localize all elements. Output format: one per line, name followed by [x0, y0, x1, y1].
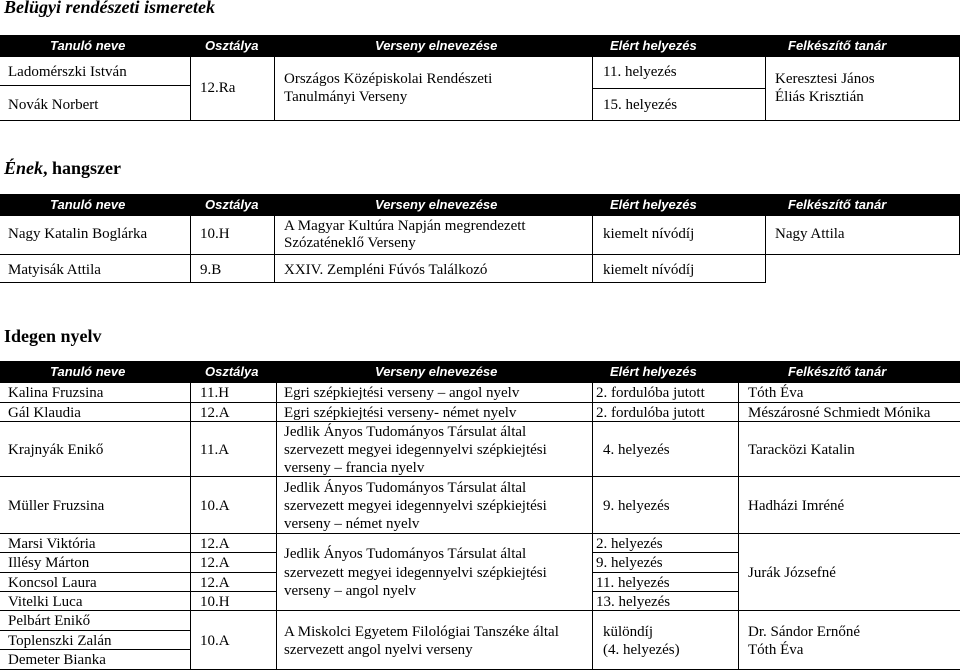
class-value: 10.A	[200, 498, 230, 514]
column-divider	[274, 216, 275, 283]
header-student: Tanuló neve	[50, 38, 126, 53]
result-value: kiemelt nívódíj	[603, 262, 695, 278]
table-header-2	[0, 194, 960, 216]
column-divider	[274, 57, 275, 121]
table-bottom-border	[0, 282, 765, 283]
header-result: Elért helyezés	[610, 38, 697, 53]
section-title-belugyi: Belügyi rendészeti ismeretek	[4, 0, 215, 17]
student-name: Vitelki Luca	[8, 594, 83, 610]
header-teacher: Felkészítő tanár	[788, 197, 887, 212]
row-divider	[0, 254, 765, 255]
section-title-enek-main: Ének	[4, 158, 44, 178]
class-value: 12.A	[200, 405, 230, 421]
class-value: 12.A	[200, 575, 230, 591]
result-value: (4. helyezés)	[603, 642, 680, 658]
competition-line: A Magyar Kultúra Napján megrendezett	[284, 218, 526, 234]
competition-line: Jedlik Ányos Tudományos Társulat által	[284, 546, 527, 562]
teacher-name: Jurák Józsefné	[748, 565, 836, 581]
row-divider	[0, 572, 276, 573]
class-value: 11.H	[200, 385, 230, 401]
header-teacher: Felkészítő tanár	[788, 364, 887, 379]
student-name: Koncsol Laura	[8, 575, 97, 591]
column-divider	[592, 216, 593, 283]
teacher-name: Keresztesi János	[775, 71, 875, 87]
result-value: különdíj	[603, 624, 654, 640]
student-name: Pelbárt Enikő	[8, 613, 91, 629]
row-divider	[765, 254, 960, 255]
header-result: Elért helyezés	[610, 197, 697, 212]
teacher-name: Dr. Sándor Ernőné	[748, 624, 861, 640]
competition-line: Egri szépkiejtési verseny – angol nyelv	[284, 385, 520, 401]
row-divider	[592, 552, 738, 553]
column-divider	[738, 383, 739, 670]
section-title-idegen: Idegen nyelv	[4, 326, 102, 346]
header-result: Elért helyezés	[610, 364, 697, 379]
row-divider	[592, 591, 738, 592]
result-value: kiemelt nívódíj	[603, 226, 695, 242]
column-divider	[190, 216, 191, 283]
result-value: 15. helyezés	[603, 97, 678, 113]
row-divider	[592, 88, 765, 89]
teacher-name: Taracközi Katalin	[748, 442, 855, 458]
teacher-name: Nagy Attila	[775, 226, 845, 242]
column-divider	[190, 383, 191, 670]
class-value: 12.Ra	[200, 80, 236, 96]
competition-line: szervezett megyei idegennyelvi szépkiejtési	[284, 498, 547, 514]
row-divider	[0, 610, 960, 611]
row-divider	[0, 552, 276, 553]
student-name: Nagy Katalin Boglárka	[8, 226, 148, 242]
row-divider	[0, 591, 276, 592]
section-title-enek	[4, 158, 121, 179]
competition-line: szervezett megyei idegennyelvi szépkiejtési	[284, 442, 547, 458]
result-value: 2. fordulóba jutott	[596, 405, 705, 421]
competition-line: szervezett megyei idegennyelvi szépkiejtési	[284, 565, 547, 581]
result-value: 2. helyezés	[596, 536, 663, 552]
result-value: 11. helyezés	[603, 64, 677, 80]
class-value: 10.H	[200, 226, 230, 242]
competition-line: verseny – német nyelv	[284, 516, 420, 532]
header-student: Tanuló neve	[50, 364, 126, 379]
column-divider	[765, 57, 766, 121]
row-divider	[0, 649, 190, 650]
header-class: Osztálya	[205, 364, 259, 379]
competition-line: Országos Középiskolai Rendészeti	[284, 71, 493, 87]
result-value: 13. helyezés	[596, 594, 671, 610]
header-teacher: Felkészítő tanár	[788, 38, 887, 53]
header-competition: Verseny elnevezése	[375, 197, 498, 212]
column-divider	[190, 57, 191, 121]
column-divider	[765, 216, 766, 283]
student-name: Ladomérszki István	[8, 64, 127, 80]
teacher-name: Éliás Krisztián	[775, 89, 864, 105]
row-divider	[0, 476, 960, 477]
competition-line: verseny – francia nyelv	[284, 460, 425, 476]
class-value: 10.A	[200, 633, 230, 649]
competition-line: Jedlik Ányos Tudományos Társulat által	[284, 480, 527, 496]
header-student: Tanuló neve	[50, 197, 126, 212]
student-name: Krajnyák Enikő	[8, 442, 104, 458]
column-divider	[592, 383, 593, 670]
teacher-name: Tóth Éva	[748, 642, 804, 658]
row-divider	[0, 85, 190, 86]
row-divider	[0, 421, 960, 422]
result-value: 9. helyezés	[603, 498, 670, 514]
row-divider	[0, 402, 960, 403]
student-name: Marsi Viktória	[8, 536, 96, 552]
column-divider	[592, 57, 593, 121]
student-name: Illésy Márton	[8, 555, 90, 571]
student-name: Gál Klaudia	[8, 405, 81, 421]
result-value: 2. fordulóba jutott	[596, 385, 705, 401]
competition-line: szervezett angol nyelvi verseny	[284, 642, 473, 658]
competition-line: Jedlik Ányos Tudományos Társulat által	[284, 424, 527, 440]
student-name: Matyisák Attila	[8, 262, 101, 278]
student-name: Kalina Fruzsina	[8, 385, 104, 401]
header-class: Osztálya	[205, 197, 259, 212]
student-name: Müller Fruzsina	[8, 498, 105, 514]
header-competition: Verseny elnevezése	[375, 364, 498, 379]
class-value: 9.B	[200, 262, 222, 278]
result-value: 11. helyezés	[596, 575, 670, 591]
student-name: Novák Norbert	[8, 97, 99, 113]
competition-line: XXIV. Zempléni Fúvós Találkozó	[284, 262, 488, 278]
row-divider	[592, 572, 738, 573]
table-bottom-border	[0, 120, 960, 121]
competition-line: Tanulmányi Verseny	[284, 89, 408, 105]
class-value: 12.A	[200, 555, 230, 571]
competition-line: A Miskolci Egyetem Filológiai Tanszéke által	[284, 624, 559, 640]
section-title-enek-rest: , hangszer	[43, 158, 122, 178]
result-value: 4. helyezés	[603, 442, 670, 458]
row-divider	[0, 630, 190, 631]
table-header-1	[0, 35, 960, 57]
header-class: Osztálya	[205, 38, 259, 53]
teacher-name: Hadházi Imréné	[748, 498, 845, 514]
table-header-3	[0, 361, 960, 383]
header-competition: Verseny elnevezése	[375, 38, 498, 53]
class-value: 12.A	[200, 536, 230, 552]
result-value: 9. helyezés	[596, 555, 663, 571]
competition-line: Egri szépkiejtési verseny- német nyelv	[284, 405, 517, 421]
student-name: Demeter Bianka	[8, 652, 106, 668]
table-bottom-border	[0, 669, 960, 670]
teacher-name: Tóth Éva	[748, 385, 804, 401]
row-divider	[0, 533, 960, 534]
teacher-name: Mészárosné Schmiedt Mónika	[748, 405, 931, 421]
class-value: 11.A	[200, 442, 230, 458]
student-name: Toplenszki Zalán	[8, 633, 112, 649]
competition-line: verseny – angol nyelv	[284, 583, 417, 599]
column-divider	[276, 383, 277, 670]
competition-line: Szózaténeklő Verseny	[284, 235, 416, 251]
class-value: 10.H	[200, 594, 230, 610]
